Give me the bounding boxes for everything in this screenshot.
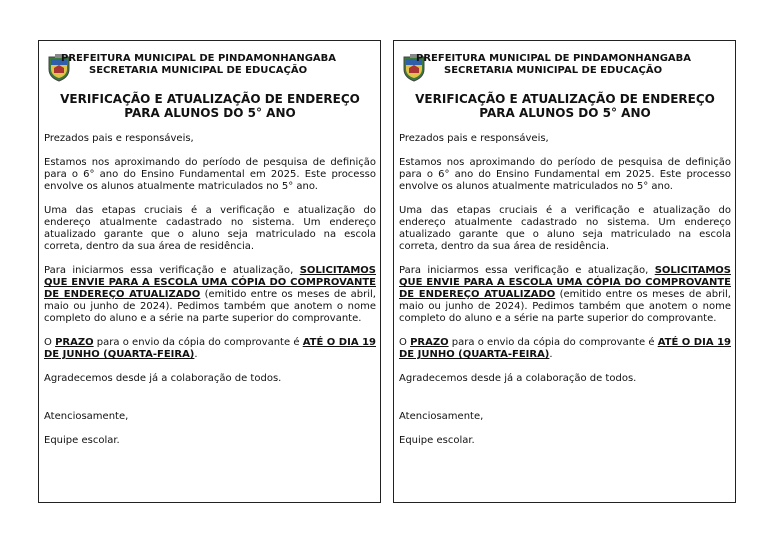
greeting: Prezados pais e responsáveis, bbox=[399, 133, 549, 144]
signature: Equipe escolar. bbox=[399, 435, 475, 446]
request-emphasis: SOLICITAMOS QUE ENVIE PARA A ESCOLA UMA CÓPIA DO COMPROVANTE DE ENDEREÇO ATUALIZADO bbox=[44, 265, 376, 300]
request-lead: Para iniciarmos essa verificação e atualização, bbox=[44, 265, 300, 276]
letterhead bbox=[44, 50, 376, 81]
letterhead bbox=[399, 50, 731, 81]
header-secretaria: SECRETARIA MUNICIPAL DE EDUCAÇÃO bbox=[89, 65, 308, 76]
notice-left bbox=[38, 40, 381, 503]
header-prefeitura: PREFEITURA MUNICIPAL DE PINDAMONHANGABA bbox=[61, 53, 337, 64]
paragraph-address-check: Uma das etapas cruciais é a verificação e atualização do endereço atualmente cadastrado no sistema. Um endereço atualizado garante que o aluno seja matriculado na escola correta, dentro da sua área de residência. bbox=[44, 205, 376, 252]
deadline-middle: para o envio da cópia do comprovante é bbox=[93, 337, 303, 348]
request-tail: (emitido entre os meses de abril, maio ou junho de 2024). Pedimos também que anotem o nome completo do aluno e a série na parte superior do comprovante. bbox=[399, 289, 731, 324]
paragraph-period: Estamos nos aproximando do período de pesquisa de definição para o 6° ano do Ensino Fundamental em 2025. Este processo envolve os alunos atualmente matriculados no 5° ano. bbox=[44, 157, 376, 192]
paragraph-request bbox=[399, 265, 731, 325]
deadline-prazo: PRAZO bbox=[410, 337, 449, 348]
deadline-middle: para o envio da cópia do comprovante é bbox=[448, 337, 658, 348]
title-line-1: VERIFICAÇÃO E ATUALIZAÇÃO DE ENDEREÇO bbox=[415, 92, 715, 106]
deadline-lead: O bbox=[44, 337, 56, 348]
title-line-2: PARA ALUNOS DO 5° ANO bbox=[124, 106, 296, 120]
header-prefeitura: PREFEITURA MUNICIPAL DE PINDAMONHANGABA bbox=[416, 53, 692, 64]
deadline-end: . bbox=[549, 349, 553, 360]
request-emphasis: SOLICITAMOS QUE ENVIE PARA A ESCOLA UMA CÓPIA DO COMPROVANTE DE ENDEREÇO ATUALIZADO bbox=[399, 265, 731, 300]
notice-title bbox=[399, 92, 731, 120]
paragraph-period: Estamos nos aproximando do período de pesquisa de definição para o 6° ano do Ensino Fundamental em 2025. Este processo envolve os alunos atualmente matriculados no 5° ano. bbox=[399, 157, 731, 192]
paragraph-thanks: Agradecemos desde já a colaboração de todos. bbox=[399, 373, 637, 384]
notice-title bbox=[44, 92, 376, 120]
deadline-date: ATÉ O DIA 19 DE JUNHO (QUARTA-FEIRA) bbox=[399, 337, 731, 360]
deadline-end: . bbox=[194, 349, 198, 360]
title-line-1: VERIFICAÇÃO E ATUALIZAÇÃO DE ENDEREÇO bbox=[60, 92, 360, 106]
greeting: Prezados pais e responsáveis, bbox=[44, 133, 194, 144]
paragraph-address-check: Uma das etapas cruciais é a verificação e atualização do endereço atualmente cadastrado no sistema. Um endereço atualizado garante que o aluno seja matriculado na escola correta, dentro da sua área de residência. bbox=[399, 205, 731, 252]
closing: Atenciosamente, bbox=[399, 411, 484, 422]
header-secretaria: SECRETARIA MUNICIPAL DE EDUCAÇÃO bbox=[444, 65, 663, 76]
paragraph-request bbox=[44, 265, 376, 325]
request-lead: Para iniciarmos essa verificação e atualização, bbox=[399, 265, 655, 276]
closing: Atenciosamente, bbox=[44, 411, 129, 422]
paragraph-deadline bbox=[44, 337, 376, 361]
title-line-2: PARA ALUNOS DO 5° ANO bbox=[479, 106, 651, 120]
deadline-date: ATÉ O DIA 19 DE JUNHO (QUARTA-FEIRA) bbox=[44, 337, 376, 360]
notice-right bbox=[393, 40, 736, 503]
deadline-prazo: PRAZO bbox=[55, 337, 94, 348]
paragraph-thanks: Agradecemos desde já a colaboração de todos. bbox=[44, 373, 282, 384]
paragraph-deadline bbox=[399, 337, 731, 361]
signature: Equipe escolar. bbox=[44, 435, 120, 446]
request-tail: (emitido entre os meses de abril, maio ou junho de 2024). Pedimos também que anotem o nome completo do aluno e a série na parte superior do comprovante. bbox=[44, 289, 376, 324]
deadline-lead: O bbox=[399, 337, 411, 348]
